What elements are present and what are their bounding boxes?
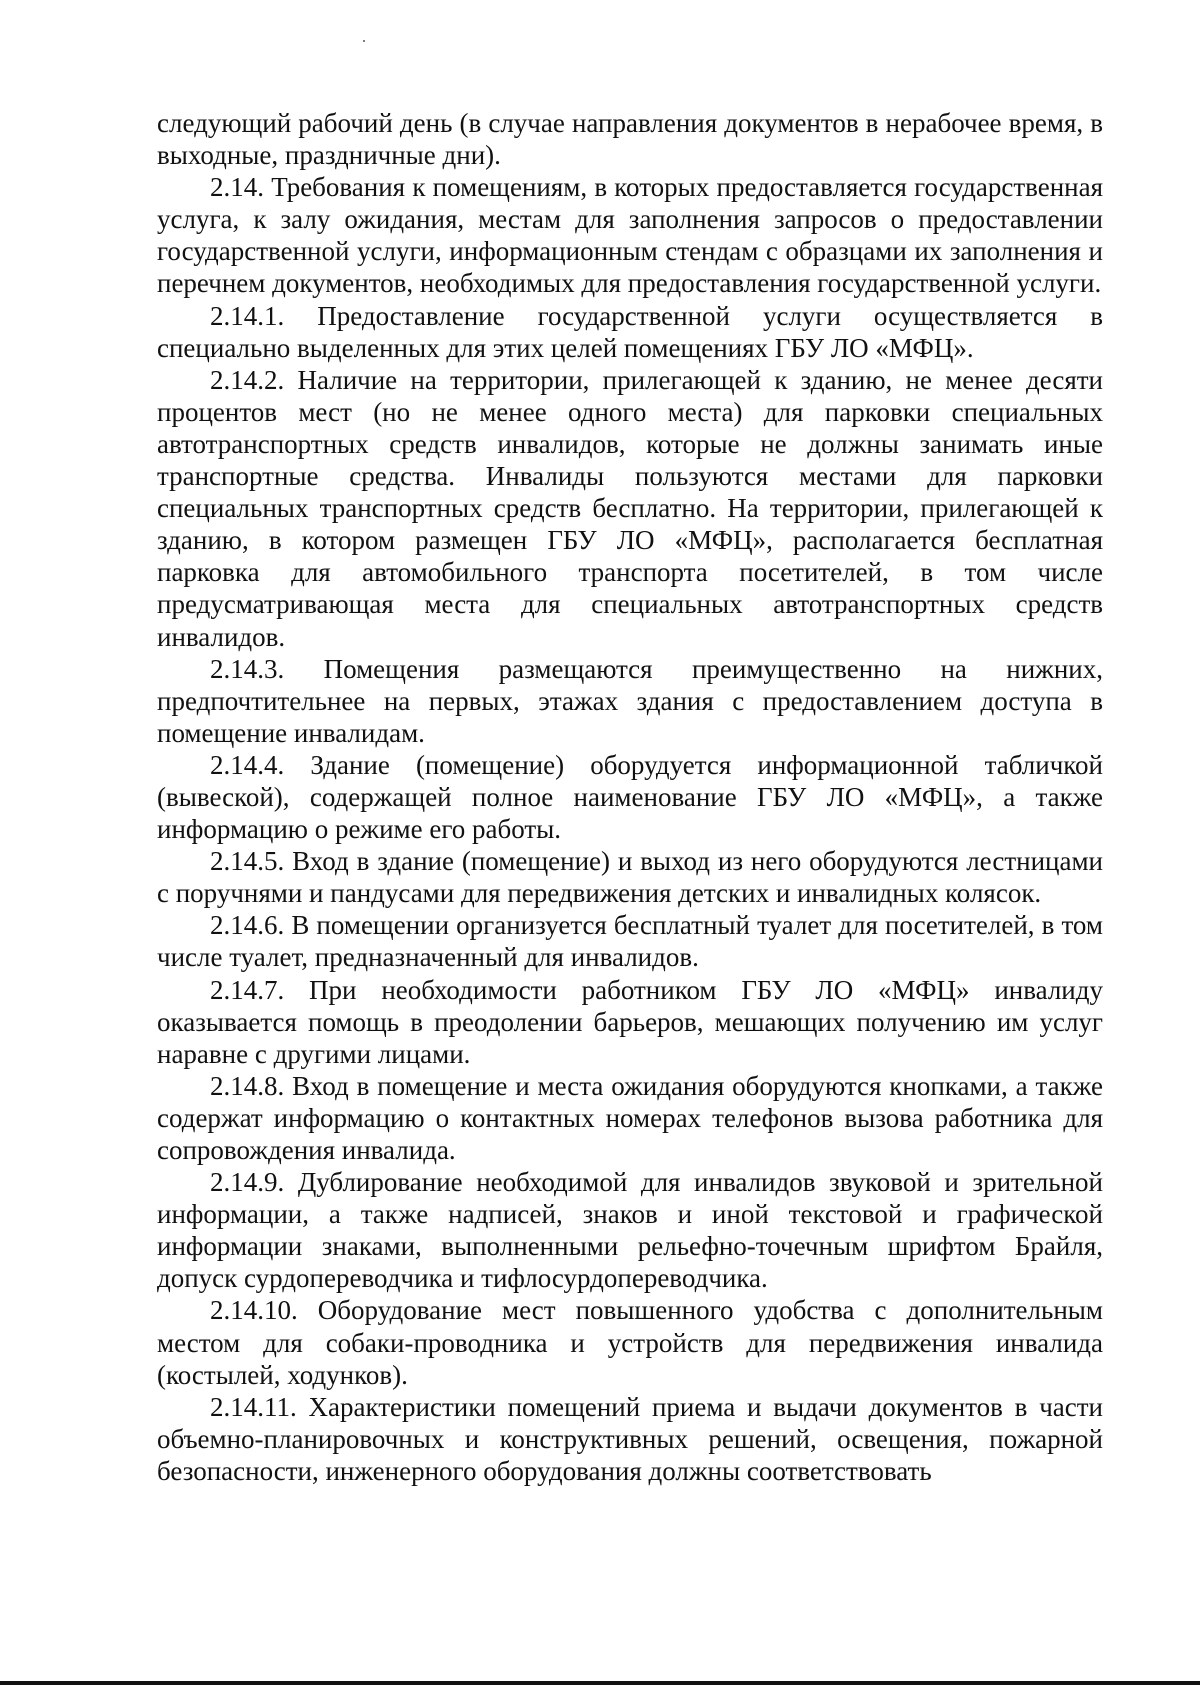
paragraph-2-14: 2.14. Требования к помещениям, в которых предоставляется государственная услуга, к залу ожидания, местам для заполнения запросов о предоставлении государственной услуги, информационным стендам с образцами их заполнения и перечнем документов, необходимых для предоставления государственной услуги. [157,172,1103,299]
paragraph-2-14-4: 2.14.4. Здание (помещение) оборудуется информационной табличкой (вывеской), содержащей полное наименование ГБУ ЛО «МФЦ», а также информацию о режиме его работы. [157,749,1103,845]
paragraph-2-14-9: 2.14.9. Дублирование необходимой для инвалидов звуковой и зрительной информации, а также надписей, знаков и иной текстовой и графической информации знаками, выполненными рельефно-точечным шрифтом Брайля, допуск сурдопереводчика и тифлосурдопереводчика. [157,1167,1103,1294]
paragraph-2-14-11: 2.14.11. Характеристики помещений приема и выдачи документов в части объемно-планировочных и конструктивных решений, освещения, пожарной безопасности, инженерного оборудования должны соответствовать [157,1391,1103,1486]
scan-speck [363,40,365,42]
paragraph-continuation: следующий рабочий день (в случае направления документов в нерабочее время, в выходные, праздничные дни). [157,108,1103,171]
paragraph-2-14-2: 2.14.2. Наличие на территории, прилегающей к зданию, не менее десяти процентов мест (но не менее одного места) для парковки специальных автотранспортных средств инвалидов, которые не должны занимать иные транспортные средства. Инвалиды пользуются местами для парковки специальных транспортных средств бесплатно. На территории, прилегающей к зданию, в котором размещен ГБУ ЛО «МФЦ», располагается бесплатная парковка для автомобильного транспорта посетителей, в том числе предусматривающая места для специальных автотранспортных средств инвалидов. [157,364,1103,652]
paragraph-2-14-3: 2.14.3. Помещения размещаются преимущественно на нижних, предпочтительнее на первых, этажах здания с предоставлением доступа в помещение инвалидам. [157,653,1103,748]
document-page [157,107,1103,1487]
paragraph-2-14-6: 2.14.6. В помещении организуется бесплатный туалет для посетителей, в том числе туалет, предназначенный для инвалидов. [157,910,1103,973]
paragraph-2-14-1: 2.14.1. Предоставление государственной услуги осуществляется в специально выделенных для этих целей помещениях ГБУ ЛО «МФЦ». [157,300,1103,363]
paragraph-2-14-7: 2.14.7. При необходимости работником ГБУ ЛО «МФЦ» инвалиду оказывается помощь в преодолении барьеров, мешающих получению им услуг наравне с другими лицами. [157,974,1103,1069]
paragraph-2-14-10: 2.14.10. Оборудование мест повышенного удобства с дополнительным местом для собаки-проводника и устройств для передвижения инвалида (костылей, ходунков). [157,1295,1103,1390]
paragraph-2-14-8: 2.14.8. Вход в помещение и места ожидания оборудуются кнопками, а также содержат информацию о контактных номерах телефонов вызова работника для сопровождения инвалида. [157,1070,1103,1165]
paragraph-2-14-5: 2.14.5. Вход в здание (помещение) и выход из него оборудуются лестницами с поручнями и пандусами для передвижения детских и инвалидных колясок. [157,846,1103,909]
page-bottom-edge [0,1681,1200,1685]
